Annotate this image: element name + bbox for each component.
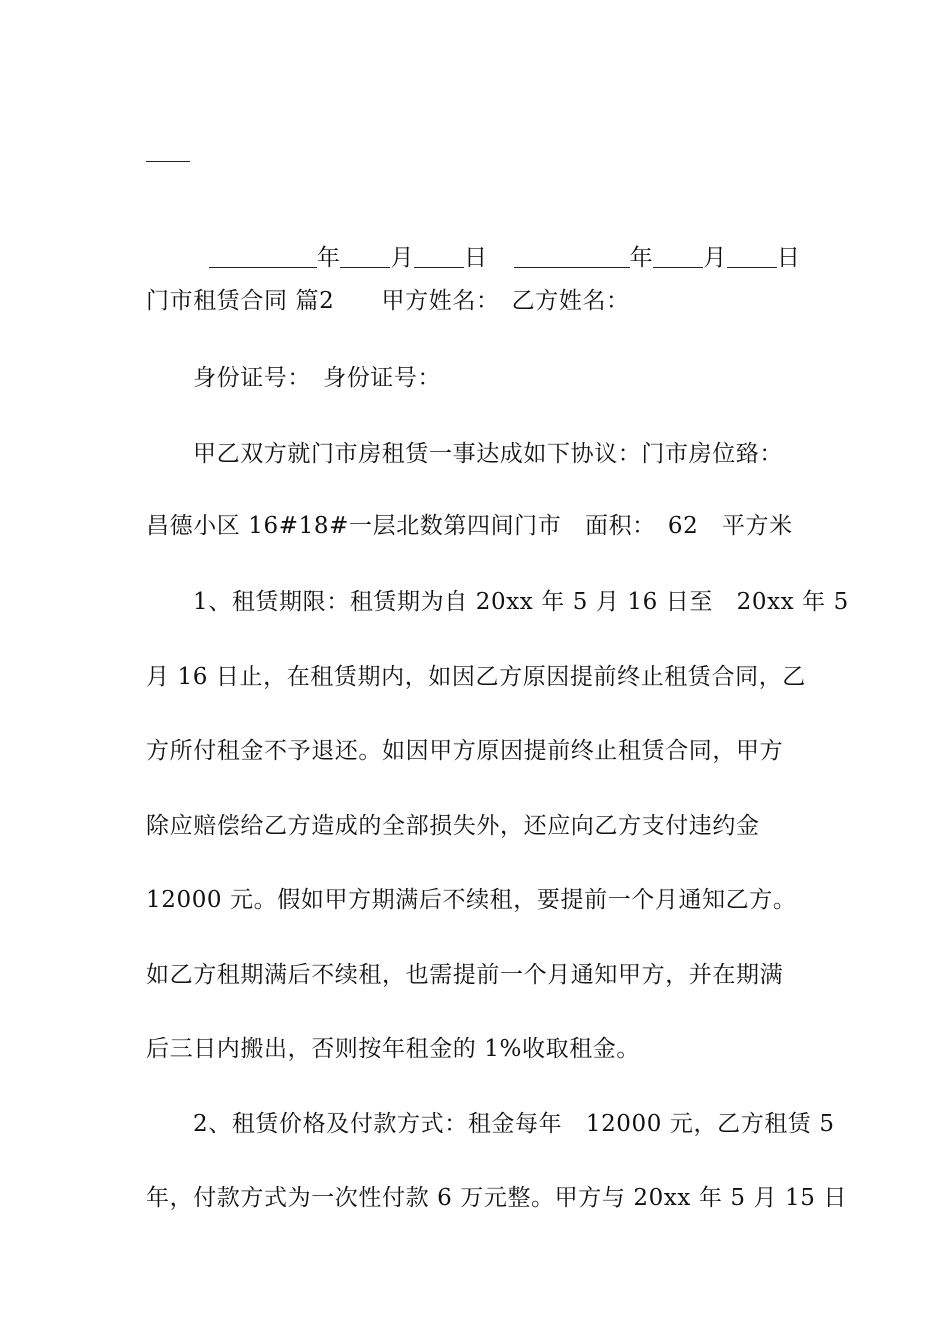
date-row xyxy=(193,210,800,274)
clause-1-line-6: 如乙方租期满后不续租，也需提前一个月通知甲方，并在期满 xyxy=(146,962,784,988)
clause-1-line-4: 除应赔偿给乙方造成的全部损失外，还应向乙方支付违约金 xyxy=(146,813,760,839)
day-blank-1 xyxy=(414,245,464,268)
id-number-line: 身份证号： 身份证号： xyxy=(193,365,442,391)
month-blank-1 xyxy=(340,245,390,268)
location-area-line: 昌德小区 16#18#一层北数第四间门市 面积： 62 平方米 xyxy=(146,513,793,539)
contract-title-line: 门市租赁合同 篇2 甲方姓名： 乙方姓名： xyxy=(146,288,630,314)
clause-1-line-1: 1、租赁期限：租赁期为自 20xx 年 5 月 16 日至 20xx 年 5 xyxy=(193,589,849,615)
day-label-2: 日 xyxy=(776,245,801,271)
clause-1-line-5: 12000 元。假如甲方期满后不续租，要提前一个月通知乙方。 xyxy=(146,887,797,913)
signature-underline xyxy=(146,161,190,162)
month-blank-2 xyxy=(653,245,703,268)
clause-1-line-3: 方所付租金不予退还。如因甲方原因提前终止租赁合同，甲方 xyxy=(146,738,784,764)
month-label-2: 月 xyxy=(703,245,727,271)
year-blank-1 xyxy=(209,245,317,268)
clause-1-line-7: 后三日内搬出，否则按年租金的 1%收取租金。 xyxy=(146,1036,640,1062)
month-label-1: 月 xyxy=(390,245,415,271)
agreement-intro: 甲乙双方就门市房租赁一事达成如下协议：门市房位臵： xyxy=(193,441,783,467)
clause-1-line-2: 月 16 日止，在租赁期内，如因乙方原因提前终止租赁合同，乙 xyxy=(146,664,806,690)
clause-2-line-1: 2、租赁价格及付款方式：租金每年 12000 元，乙方租赁 5 xyxy=(193,1111,835,1137)
day-label-1: 日 xyxy=(464,245,488,271)
year-blank-2 xyxy=(514,245,630,268)
year-label-2: 年 xyxy=(629,245,654,271)
day-blank-2 xyxy=(727,245,777,268)
year-label-1: 年 xyxy=(316,245,341,271)
clause-2-line-2: 年，付款方式为一次性付款 6 万元整。甲方与 20xx 年 5 月 15 日 xyxy=(146,1185,848,1211)
